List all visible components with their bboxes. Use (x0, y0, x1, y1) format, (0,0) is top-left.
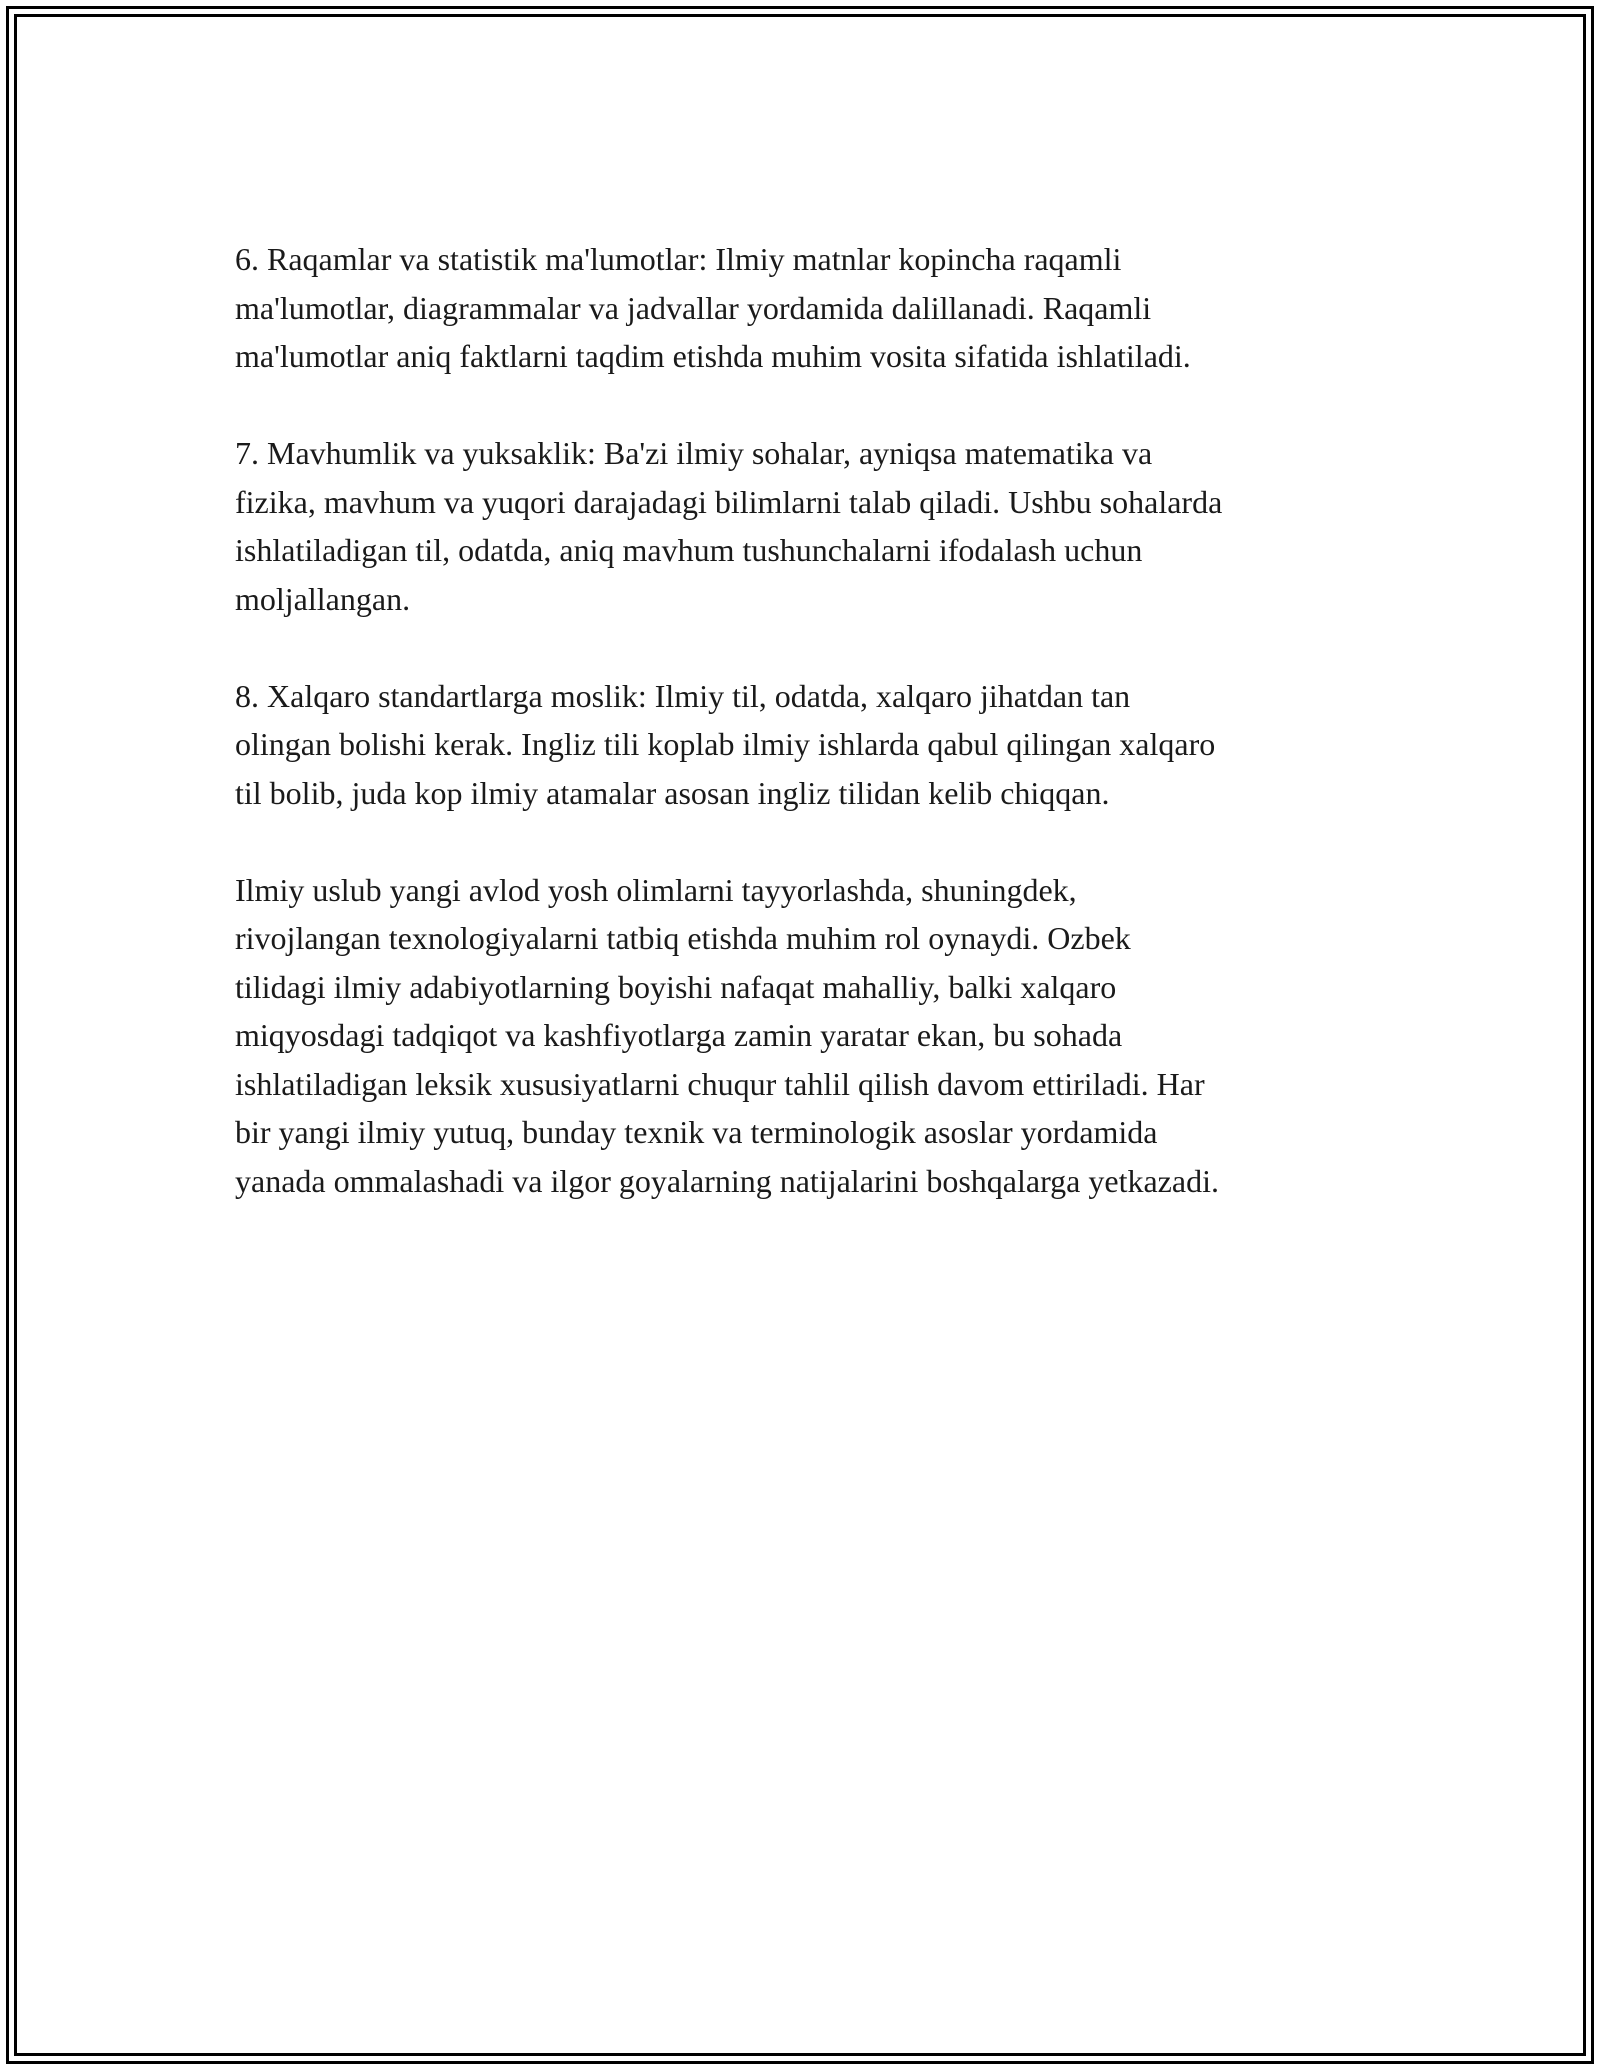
text-line: 7. Mavhumlik va yuksaklik: Ba'zi ilmiy sohalar, ayniqsa matematika va (235, 435, 1153, 471)
text-line: yanada ommalashadi va ilgor goyalarning natijalarini boshqalarga yetkazadi. (235, 1162, 1219, 1199)
text-line: tilidagi ilmiy adabiyotlarning boyishi nafaqat mahalliy, balki xalqaro (235, 968, 1117, 1005)
text-line: rivojlangan texnologiyalarni tatbiq etishda muhim rol oynaydi. Ozbek (235, 920, 1131, 956)
text-line: til bolib, juda kop ilmiy atamalar asosan ingliz tilidan kelib chiqqan. (235, 774, 1110, 811)
text-line: ma'lumotlar, diagrammalar va jadvallar yordamida dalillanadi. Raqamli (235, 289, 1152, 326)
paragraph-item-6 (235, 235, 1385, 381)
paragraph-item-8 (235, 672, 1385, 818)
text-line: Ilmiy uslub yangi avlod yosh olimlarni tayyorlashda, shuningdek, (235, 871, 1077, 908)
text-line: fizika, mavhum va yuqori darajadagi bilimlarni talab qiladi. Ushbu sohalarda (235, 483, 1223, 520)
text-line: 6. Raqamlar va statistik ma'lumotlar: Ilmiy matnlar kopincha raqamli (235, 241, 1122, 277)
text-line: miqyosdagi tadqiqot va kashfiyotlarga zamin yaratar ekan, bu sohada (235, 1017, 1123, 1053)
text-line: olingan bolishi kerak. Ingliz tili koplab ilmiy ishlarda qabul qilingan xalqaro (235, 726, 1216, 762)
text-line: moljallangan. (235, 580, 411, 617)
text-line: ishlatiladigan til, odatda, aniq mavhum tushunchalarni ifodalash uchun (235, 532, 1143, 568)
text-line: ishlatiladigan leksik xususiyatlarni chuqur tahlil qilish davom ettiriladi. Har (235, 1065, 1205, 1102)
text-line: bir yangi ilmiy yutuq, bunday texnik va terminologik asoslar yordamida (235, 1114, 1158, 1150)
paragraph-item-7 (235, 429, 1385, 623)
text-line: 8. Xalqaro standartlarga moslik: Ilmiy til, odatda, xalqaro jihatdan tan (235, 677, 1131, 714)
paragraph-conclusion (235, 866, 1385, 1206)
text-line: ma'lumotlar aniq faktlarni taqdim etishda muhim vosita sifatida ishlatiladi. (235, 338, 1191, 374)
document-body (235, 235, 1385, 1254)
